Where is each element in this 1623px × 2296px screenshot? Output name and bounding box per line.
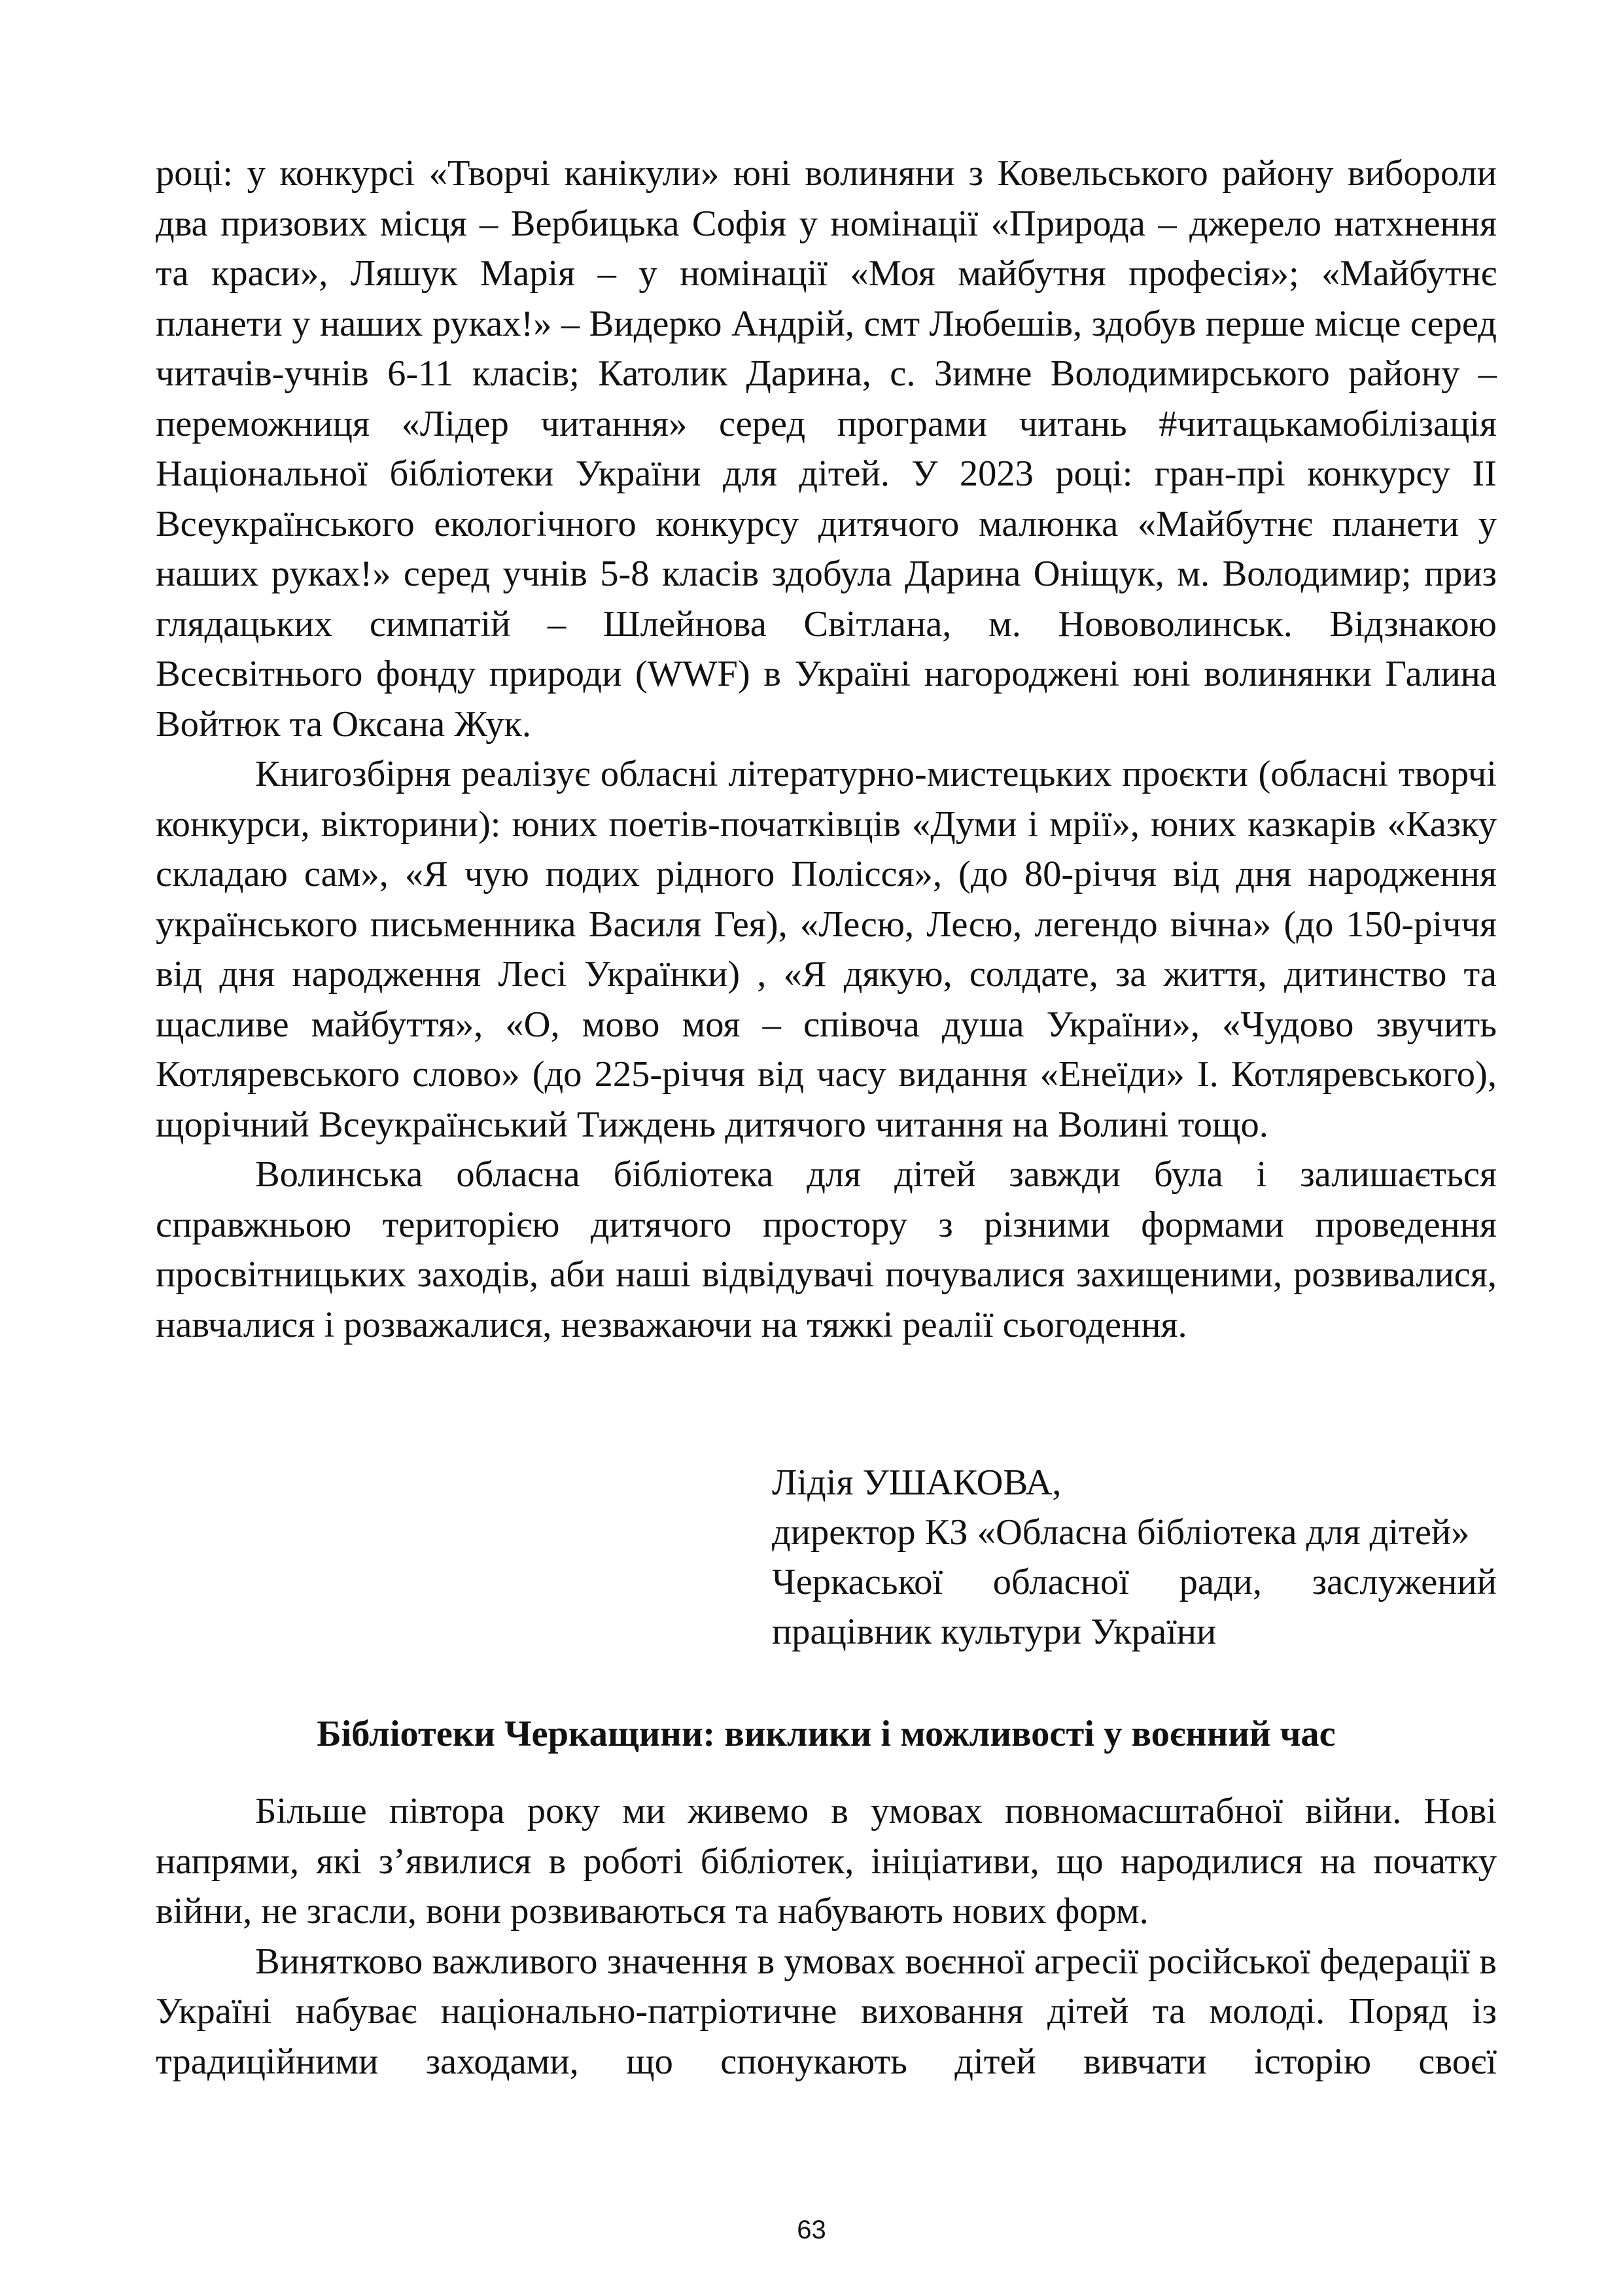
body-text-block-bottom: [156, 1786, 1497, 2087]
page-number: 63: [797, 2216, 826, 2244]
author-position-line-1: директор КЗ «Обласна бібліотека для дітей»: [772, 1512, 1470, 1553]
author-signature-block: [772, 1458, 1497, 1657]
paragraph-war-intro: Більше півтора року ми живемо в умовах повномасштабної війни. Нові напрями, які з’явилися в роботі бібліотек, ініціативи, що народилися на початку війни, не згасли, вони розвиваються та набувають нових форм.: [156, 1791, 1497, 1932]
paragraph-library-space: Волинська обласна бібліотека для дітей завжди була і залишається справжньою територією дитячого простору з різними формами проведення просвітницьких заходів, аби наші відвідувачі почувалися захищеними, розвивалися, навчалися і розважалися, незважаючи на тяжкі реалії сьогодення.: [156, 1154, 1497, 1345]
author-position-line-2: Черкаської обласної ради, заслужений: [772, 1562, 1497, 1602]
section-title: Бібліотеки Черкащини: виклики і можливості у воєнний час: [317, 1714, 1336, 1754]
author-position-line-3: працівник культури України: [772, 1612, 1217, 1652]
body-text-block-top: [156, 149, 1497, 1350]
paragraph-continuation: році: у конкурсі «Творчі канікули» юні волиняни з Ковельського району вибороли два призових місця – Вербицька Софія у номінації «Природа – джерело натхнення та краси», Ляшук Марія – у номінації «Моя майбутня професія»; «Майбутнє планети у наших руках!» – Видерко Андрій, смт Любешів, здобув перше місце серед читачів-учнів 6-11 класів; Католик Дарина, с. Зимне Володимирського району – переможниця «Лідер читання» серед програми читань #читацькамобілізація Національної бібліотеки України для дітей. У 2023 році: гран-прі конкурсу ІІ Всеукраїнського екологічного конкурсу дитячого малюнка «Майбутнє планети у наших руках!» серед учнів 5-8 класів здобула Дарина Оніщук, м. Володимир; приз глядацьких симпатій – Шлейнова Світлана, м. Нововолинськ. Відзнакою Всесвітнього фонду природи (WWF) в Україні нагороджені юні волинянки Галина Войтюк та Оксана Жук.: [156, 153, 1497, 745]
author-name: Лідія УШАКОВА,: [772, 1462, 1062, 1503]
paragraph-patriotic-education: Винятково важливого значення в умовах воєнної агресії російської федерації в Україні набуває національно-патріотичне виховання дітей та молоді. Поряд із традиційними заходами, що спонукають дітей вивчати історію своєї: [156, 1941, 1497, 2082]
paragraph-literary-projects: Книгозбірня реалізує обласні літературно-мистецьких проєкти (обласні творчі конкурси, вікторини): юних поетів-початківців «Думи і мрії», юних казкарів «Казку складаю сам», «Я чую подих рідного Полісся», (до 80-річчя від дня народження українського письменника Василя Гея), «Лесю, Лесю, легендо вічна» (до 150-річчя від дня народження Лесі Українки) , «Я дякую, солдате, за життя, дитинство та щасливе майбуття», «О, мово моя – співоча душа України», «Чудово звучить Котляревського слово» (до 225-річчя від часу видання «Енеїди» І. Котляревського), щорічний Всеукраїнський Тиждень дитячого читання на Волині тощо.: [156, 754, 1497, 1145]
